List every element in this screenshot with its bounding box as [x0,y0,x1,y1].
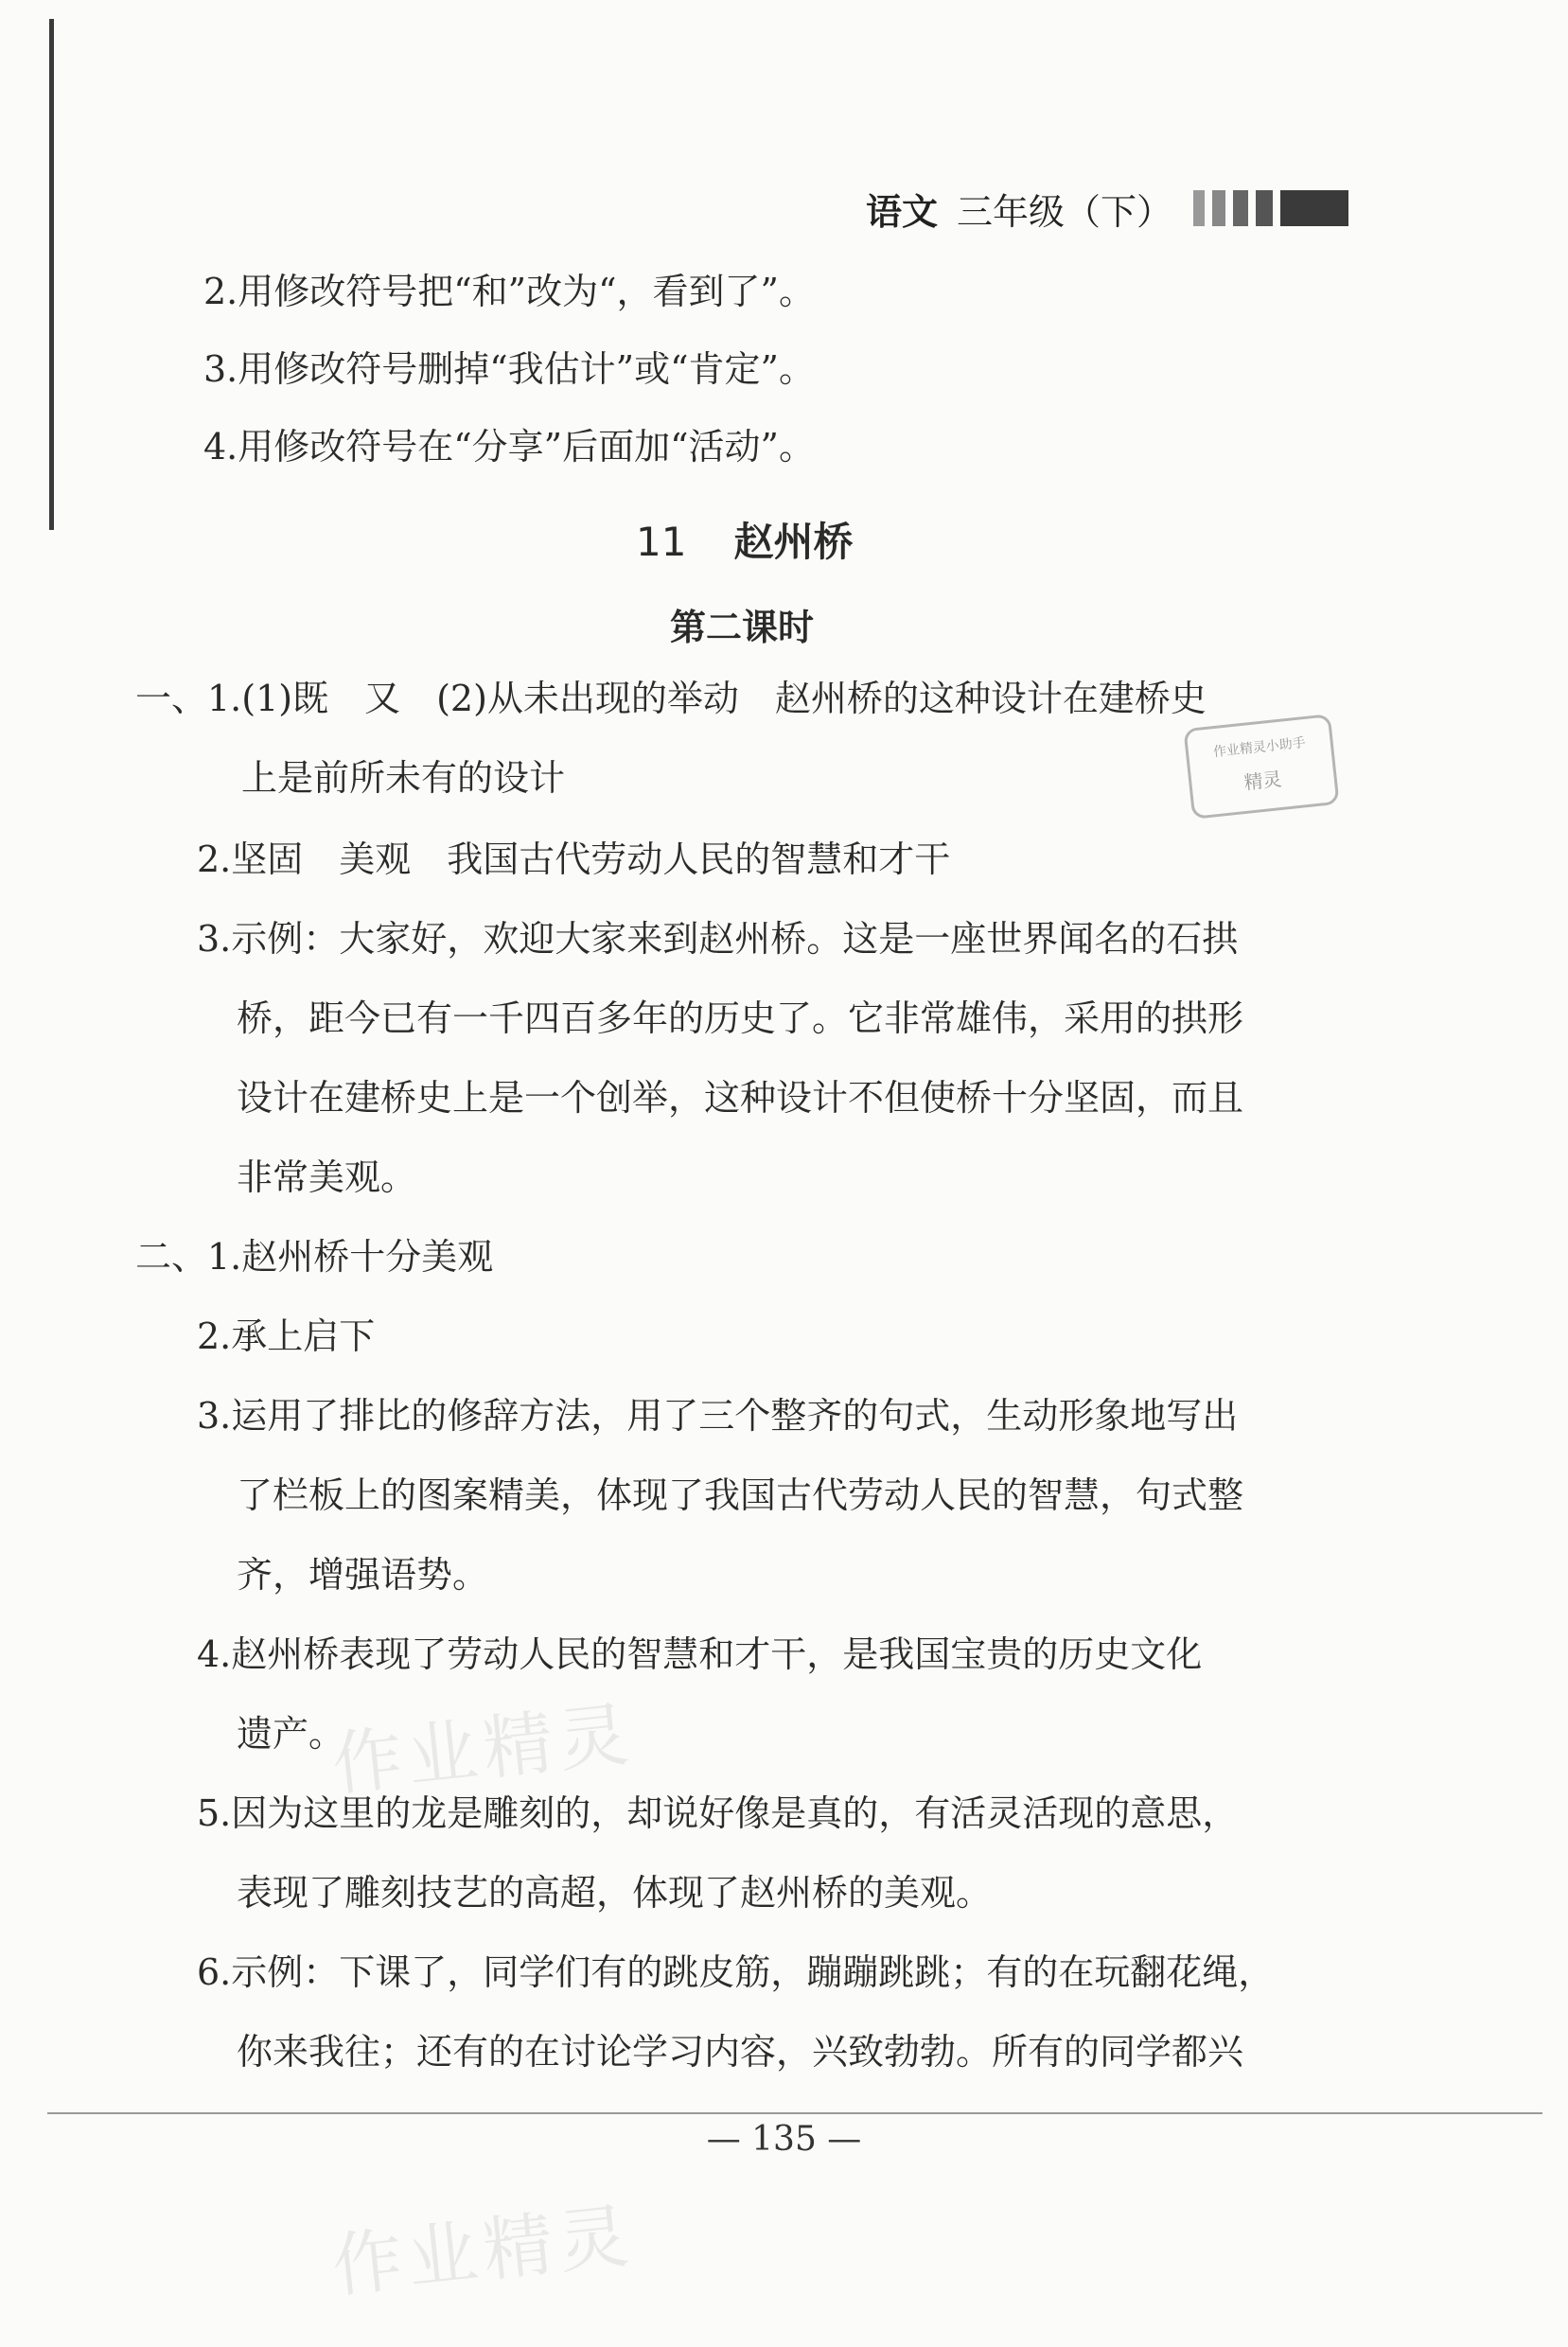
answer-line: 5.因为这里的龙是雕刻的，却说好像是真的，有活灵活现的意思， [197,1792,1239,1834]
header-bar [1280,190,1348,226]
watermark-text: 作业精灵 [328,2195,639,2308]
answer-line: 2.坚固 美观 我国古代劳动人民的智慧和才干 [197,838,951,880]
answer-line: 了栏板上的图案精美，体现了我国古代劳动人民的智慧，句式整 [237,1474,1244,1516]
answer-line: 一、1.(1)既 又 (2)从未出现的举动 赵州桥的这种设计在建桥史 [135,678,1207,719]
answer-line: 4.用修改符号在“分享”后面加“活动”。 [203,426,815,468]
answer-line: 3.运用了排比的修辞方法，用了三个整齐的句式，生动形象地写出 [197,1395,1239,1437]
header-bar [1256,190,1273,226]
stamp-line: 作业精灵小助手 [1212,735,1307,761]
lesson-name: 赵州桥 [733,519,854,565]
header-bar [1193,190,1205,226]
answer-line: 非常美观。 [237,1156,417,1198]
watermark-text: 作业精灵 [328,1693,639,1807]
answer-line: 设计在建桥史上是一个创举，这种设计不但使桥十分坚固，而且 [237,1077,1244,1119]
answer-line: 3.用修改符号删掉“我估计”或“肯定”。 [203,348,815,390]
answer-line: 上是前所未有的设计 [241,757,566,799]
answer-line: 齐，增强语势。 [237,1554,489,1596]
answer-line: 桥，距今已有一千四百多年的历史了。它非常雄伟，采用的拱形 [237,997,1244,1039]
header-subject: 语文 [866,190,939,233]
header-decoration-bars [1193,190,1348,226]
header-bar [1212,190,1225,226]
lesson-number: 11 [636,519,687,565]
footer-rule [47,2112,1542,2114]
stamp-line: 精灵 [1242,767,1283,794]
answer-line: 二、1.赵州桥十分美观 [135,1236,494,1278]
page-number: — 135 — [706,2120,862,2159]
lesson-title [636,511,853,568]
page-spine-line [49,19,54,530]
answer-line: 表现了雕刻技艺的高超，体现了赵州桥的美观。 [237,1872,993,1914]
answer-line: 2.承上启下 [197,1315,376,1357]
answer-line: 你来我往；还有的在讨论学习内容，兴致勃勃。所有的同学都兴 [237,2031,1244,2073]
answer-line: 遗产。 [237,1713,345,1755]
answer-line: 4.赵州桥表现了劳动人民的智慧和才干，是我国宝贵的历史文化 [197,1633,1203,1675]
watermark-stamp [1183,714,1339,820]
answer-line: 6.示例：下课了，同学们有的跳皮筋，蹦蹦跳跳；有的在玩翻花绳， [197,1951,1275,1993]
answer-line: 2.用修改符号把“和”改为“，看到了”。 [203,271,815,312]
header-grade: 三年级（下） [957,190,1173,233]
lesson-session: 第二课时 [670,607,815,648]
page-header [866,182,1348,235]
header-bar [1233,190,1248,226]
answer-line: 3.示例：大家好，欢迎大家来到赵州桥。这是一座世界闻名的石拱 [197,918,1239,960]
